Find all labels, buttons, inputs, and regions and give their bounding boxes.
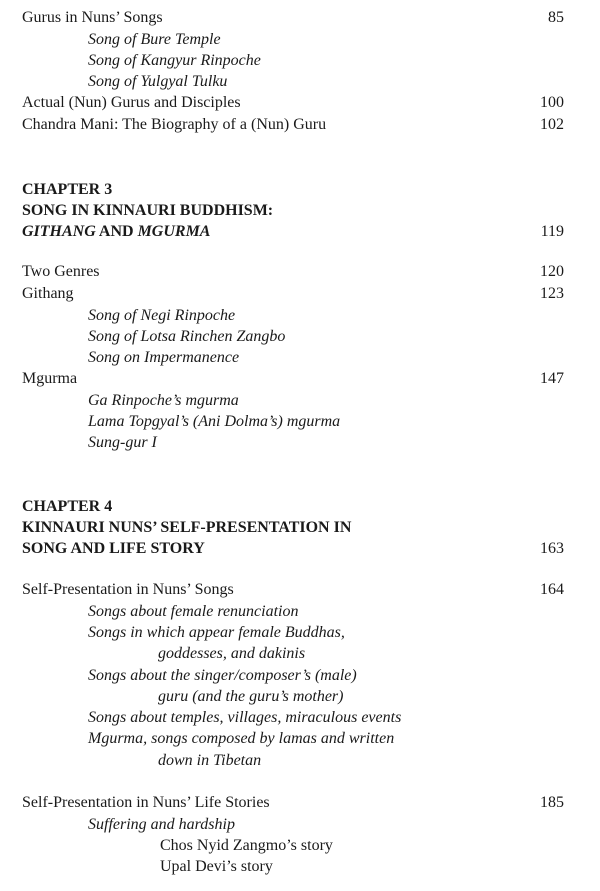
chapter-title-part: GITHANG [22, 223, 96, 240]
chapter-heading: SONG AND LIFE STORY [22, 540, 205, 557]
chapter-heading [22, 222, 210, 242]
page-number: 185 [540, 794, 564, 811]
toc-entry: Self-Presentation in Nuns’ Life Stories [22, 794, 270, 811]
toc-entry: Gurus in Nuns’ Songs [22, 9, 163, 26]
toc-subentry: Songs about the singer/composer’s (male) [88, 667, 357, 684]
page-number: 120 [540, 263, 564, 280]
chapter-heading: SONG IN KINNAURI BUDDHISM: [22, 202, 274, 219]
toc-subentry: Lama Topgyal’s (Ani Dolma’s) mgurma [88, 413, 341, 430]
toc-subentry: Song of Bure Temple [88, 31, 221, 48]
page-number: 147 [540, 370, 564, 387]
toc-subentry: Song of Negi Rinpoche [88, 307, 236, 324]
toc-entry: Githang [22, 285, 74, 302]
toc-subentry: Songs in which appear female Buddhas, [88, 624, 345, 641]
toc-subentry: Ga Rinpoche’s mgurma [88, 392, 239, 409]
chapter-title-part: MGURMA [137, 223, 211, 240]
toc-subentry: Mgurma, songs composed by lamas and written [88, 730, 395, 747]
page-number: 119 [540, 223, 564, 240]
toc-subentry: Songs about temples, villages, miraculous events [88, 709, 402, 726]
page-number: 164 [540, 581, 564, 598]
chapter-heading: CHAPTER 4 [22, 498, 113, 515]
page-number: 163 [540, 540, 564, 557]
toc-subentry: Song on Impermanence [88, 349, 240, 366]
toc-subentry: Song of Yulgyal Tulku [88, 73, 228, 90]
toc-subentry: Songs about female renunciation [88, 603, 299, 620]
chapter-heading: KINNAURI NUNS’ SELF-PRESENTATION IN [22, 519, 352, 536]
toc-subentry: Song of Lotsa Rinchen Zangbo [88, 328, 286, 345]
toc-subentry: Chos Nyid Zangmo’s story [160, 837, 333, 854]
toc-subentry: Sung-gur I [88, 434, 157, 451]
toc-subentry: Upal Devi’s story [160, 858, 273, 875]
page-number: 100 [540, 94, 564, 111]
toc-entry: Mgurma [22, 370, 78, 387]
chapter-title-part: AND [95, 223, 138, 240]
toc-subentry: goddesses, and dakinis [158, 645, 306, 662]
toc-subentry: guru (and the guru’s mother) [158, 688, 344, 705]
page-number: 102 [540, 116, 564, 133]
chapter-heading: CHAPTER 3 [22, 181, 113, 198]
toc-subentry: Song of Kangyur Rinpoche [88, 52, 261, 69]
toc-entry: Two Genres [22, 263, 100, 280]
toc-entry: Self-Presentation in Nuns’ Songs [22, 581, 234, 598]
page-number: 123 [540, 285, 564, 302]
toc-subentry: Suffering and hardship [88, 816, 235, 833]
toc-entry: Actual (Nun) Gurus and Disciples [22, 94, 241, 111]
toc-subentry: down in Tibetan [158, 752, 262, 769]
toc-entry: Chandra Mani: The Biography of a (Nun) Guru [22, 116, 327, 133]
page-number: 85 [548, 9, 564, 26]
